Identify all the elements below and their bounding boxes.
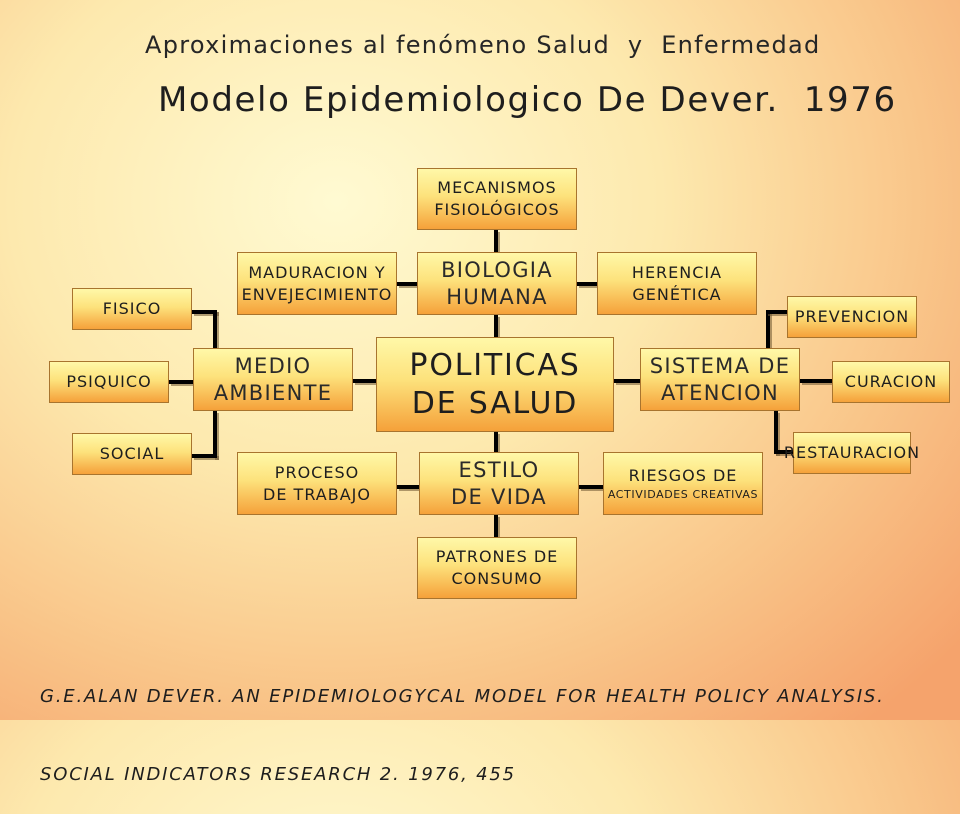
node-maduracion-envejecimiento bbox=[237, 252, 397, 315]
connector-biologia-politicas bbox=[494, 315, 498, 337]
node-label: CURACION bbox=[844, 372, 938, 391]
citation-line1: G.E.ALAN DEVER. AN EPIDEMIOLOGYCAL MODEL FOR HEALTH POLICY ANALYSIS. bbox=[40, 686, 885, 707]
node-curacion bbox=[832, 361, 950, 403]
connector-social-horizontal bbox=[192, 454, 217, 458]
connector-social-vertical bbox=[213, 411, 217, 458]
node-label: PREVENCION bbox=[794, 307, 910, 326]
connector-proceso-estilo bbox=[397, 485, 419, 489]
connector-estilo-patrones bbox=[494, 515, 498, 537]
citation-line2: SOCIAL INDICATORS RESEARCH 2. 1976, 455 bbox=[40, 764, 516, 785]
connector-fisico-vertical bbox=[213, 310, 217, 348]
node-label-line2: DE TRABAJO bbox=[263, 484, 371, 504]
node-label-line1: RIESGOS DE bbox=[628, 465, 738, 485]
node-biologia-humana bbox=[417, 252, 577, 315]
node-label: FISICO bbox=[102, 299, 162, 318]
node-prevencion bbox=[787, 296, 917, 338]
connector-psiquico-medio bbox=[169, 380, 193, 384]
node-medio-ambiente bbox=[193, 348, 353, 411]
node-label-line2: ACTIVIDADES CREATIVAS bbox=[607, 487, 759, 501]
connector-mecanismos-biologia bbox=[494, 230, 498, 252]
node-label-line2: DE SALUD bbox=[411, 385, 579, 421]
node-label: PSIQUICO bbox=[66, 372, 152, 391]
node-psiquico bbox=[49, 361, 169, 403]
node-label-line1: POLITICAS bbox=[409, 347, 581, 383]
connector-prevencion-vertical bbox=[766, 310, 770, 348]
connector-maduracion-biologia bbox=[397, 282, 417, 286]
node-label-line1: MECANISMOS bbox=[437, 178, 557, 197]
node-fisico bbox=[72, 288, 192, 330]
node-estilo-de-vida bbox=[419, 452, 579, 515]
node-label-line2: GENÉTICA bbox=[632, 284, 722, 304]
connector-sistema-curacion bbox=[800, 379, 832, 383]
connector-politicas-sistema bbox=[614, 379, 640, 383]
node-label-line2: AMBIENTE bbox=[213, 380, 333, 405]
connector-politicas-estilo bbox=[494, 432, 498, 452]
node-sistema-de-atencion bbox=[640, 348, 800, 411]
node-label-line1: ESTILO bbox=[458, 457, 540, 482]
node-riesgos-de-actividades bbox=[603, 452, 763, 515]
node-label-line1: MADURACION Y bbox=[248, 262, 386, 282]
citation bbox=[40, 632, 885, 814]
connector-medio-politicas bbox=[353, 379, 376, 383]
node-label-line1: MEDIO bbox=[234, 353, 312, 378]
node-restauracion bbox=[783, 432, 921, 474]
node-label-line2: HUMANA bbox=[446, 284, 548, 309]
node-label-line2: DE VIDA bbox=[451, 484, 547, 509]
node-label-line1: BIOLOGIA bbox=[441, 257, 553, 282]
node-label-line2: CONSUMO bbox=[451, 569, 543, 588]
node-social bbox=[72, 433, 192, 475]
connector-prevencion-horizontal bbox=[766, 310, 787, 314]
node-proceso-de-trabajo bbox=[237, 452, 397, 515]
connector-restauracion-vertical bbox=[774, 411, 778, 454]
node-label: RESTAURACION bbox=[783, 443, 921, 462]
node-label-line2: FISIOLÓGICOS bbox=[434, 200, 560, 219]
node-label-line2: ENVEJECIMIENTO bbox=[241, 284, 393, 304]
slide-subtitle: Aproximaciones al fenómeno Salud y Enfermedad bbox=[145, 31, 821, 59]
node-mecanismos-fisiologicos bbox=[417, 168, 577, 230]
slide-title: Modelo Epidemiologico De Dever. 1976 bbox=[158, 80, 897, 120]
connector-estilo-riesgos bbox=[579, 485, 603, 489]
connector-biologia-herencia bbox=[577, 282, 597, 286]
node-label-line1: HERENCIA bbox=[631, 262, 723, 282]
node-herencia-genetica bbox=[597, 252, 757, 315]
node-label-line1: PROCESO bbox=[274, 462, 360, 482]
node-label: SOCIAL bbox=[99, 444, 165, 463]
node-politicas-de-salud bbox=[376, 337, 614, 432]
node-label-line2: ATENCION bbox=[660, 380, 780, 405]
node-patrones-de-consumo bbox=[417, 537, 577, 599]
node-label-line1: PATRONES DE bbox=[435, 547, 559, 566]
node-label-line1: SISTEMA DE bbox=[649, 353, 791, 378]
